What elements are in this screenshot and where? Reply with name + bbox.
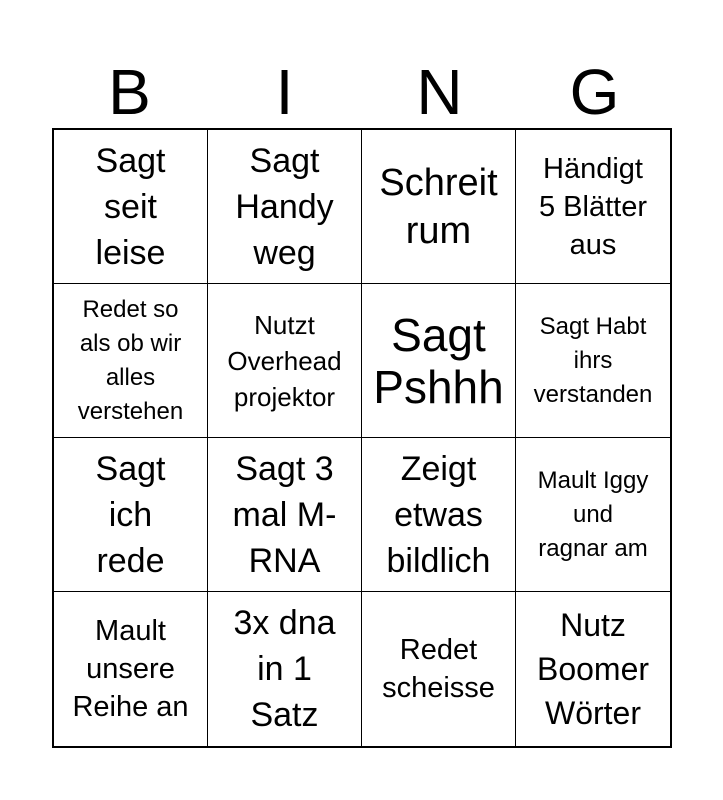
bingo-cell-line: mal M- bbox=[232, 495, 337, 534]
header-letter-i: I bbox=[275, 56, 294, 128]
bingo-cell-line: Boomer bbox=[536, 651, 650, 687]
bingo-cell-text bbox=[233, 446, 337, 584]
bingo-cell[interactable] bbox=[208, 284, 362, 438]
bingo-cell-line: rum bbox=[405, 209, 472, 252]
bingo-cell-line: verstehen bbox=[77, 397, 184, 425]
bingo-cell-line: als ob wir bbox=[79, 329, 182, 357]
bingo-cell[interactable] bbox=[208, 592, 362, 746]
bingo-cell-line: seit bbox=[104, 187, 157, 226]
bingo-cell-line: Redet bbox=[399, 634, 478, 666]
bingo-cell[interactable] bbox=[516, 592, 670, 746]
bingo-cell-text bbox=[373, 309, 503, 413]
bingo-cell-line: rede bbox=[96, 541, 165, 580]
bingo-cell-line: Sagt bbox=[95, 141, 166, 180]
bingo-cell-line: Zeigt bbox=[400, 449, 477, 488]
bingo-cell-line: Nutz bbox=[560, 607, 626, 643]
bingo-cell-text bbox=[387, 446, 491, 584]
bingo-cell-line: bildlich bbox=[386, 541, 491, 580]
bingo-cell-line: Sagt 3 bbox=[235, 449, 334, 488]
bingo-cell-line: Händigt bbox=[543, 152, 643, 185]
bingo-cell-text bbox=[539, 150, 647, 264]
bingo-cell-line: Nutzt bbox=[254, 309, 315, 340]
bingo-cell-text bbox=[78, 293, 183, 429]
bingo-cell-text bbox=[537, 603, 649, 735]
bingo-cell[interactable] bbox=[54, 592, 208, 746]
bingo-cell-text bbox=[227, 307, 341, 415]
bingo-cell-line: in 1 bbox=[257, 650, 312, 688]
bingo-cell[interactable] bbox=[362, 284, 516, 438]
bingo-cell-text bbox=[72, 612, 188, 726]
bingo-cell-line: 5 Blätter bbox=[539, 190, 647, 223]
bingo-cell-line: Overhead bbox=[227, 345, 342, 376]
bingo-cell-line: RNA bbox=[248, 541, 321, 580]
bingo-cell-line: projektor bbox=[233, 381, 336, 412]
bingo-cell-line: Mault Iggy bbox=[537, 466, 649, 494]
bingo-cell-line: Sagt bbox=[95, 449, 166, 488]
bingo-cell-text bbox=[96, 446, 166, 584]
bingo-cell-line: ich bbox=[108, 495, 153, 534]
bingo-cell[interactable] bbox=[516, 130, 670, 284]
bingo-cell-text bbox=[534, 310, 653, 412]
bingo-cell-line: Sagt Habt bbox=[539, 312, 647, 340]
bingo-cell-line: Reihe an bbox=[72, 691, 189, 723]
bingo-cell-text bbox=[538, 464, 649, 566]
bingo-cell-text bbox=[379, 159, 497, 255]
bingo-cell[interactable] bbox=[516, 438, 670, 592]
bingo-cell-line: aus bbox=[569, 228, 617, 261]
bingo-cell[interactable] bbox=[54, 284, 208, 438]
bingo-cell[interactable] bbox=[362, 438, 516, 592]
bingo-cell-line: Sagt bbox=[249, 141, 320, 180]
header-letter-g: G bbox=[569, 56, 620, 128]
bingo-cell[interactable] bbox=[516, 284, 670, 438]
bingo-cell-line: unsere bbox=[86, 653, 175, 685]
bingo-cell-line: scheisse bbox=[382, 672, 495, 704]
bingo-cell-line: weg bbox=[253, 233, 316, 272]
bingo-cell[interactable] bbox=[362, 592, 516, 746]
bingo-cell-line: 3x dna bbox=[233, 604, 336, 642]
bingo-cell-line: ihrs bbox=[573, 346, 613, 374]
bingo-cell-line: und bbox=[572, 500, 614, 528]
bingo-cell[interactable] bbox=[54, 438, 208, 592]
bingo-cell-line: Satz bbox=[250, 696, 319, 734]
bingo-cell-line: Handy bbox=[235, 187, 334, 226]
bingo-cell-line: ragnar am bbox=[538, 534, 648, 562]
bingo-cell-line: Pshhh bbox=[373, 360, 504, 413]
header-letter-b: B bbox=[108, 56, 151, 128]
bingo-cell-text bbox=[233, 600, 335, 738]
bingo-cell-line: Redet so bbox=[82, 295, 179, 323]
bingo-cell[interactable] bbox=[362, 130, 516, 284]
bingo-cell[interactable] bbox=[208, 438, 362, 592]
bingo-cell-line: Schreit bbox=[379, 161, 498, 204]
bingo-cell-text bbox=[96, 138, 166, 276]
bingo-cell-line: etwas bbox=[394, 495, 483, 534]
bingo-cell[interactable] bbox=[54, 130, 208, 284]
bingo-cell-line: Wörter bbox=[544, 695, 641, 731]
bingo-board bbox=[52, 128, 672, 748]
header-letter-n: N bbox=[416, 56, 463, 128]
bingo-cell-text bbox=[235, 138, 333, 276]
bingo-header bbox=[52, 58, 672, 126]
bingo-cell-line: leise bbox=[95, 233, 166, 272]
bingo-cell[interactable] bbox=[208, 130, 362, 284]
bingo-cell-line: alles bbox=[105, 363, 156, 391]
bingo-cell-line: verstanden bbox=[533, 380, 653, 408]
bingo-cell-line: Sagt bbox=[391, 308, 486, 361]
bingo-cell-text bbox=[382, 631, 495, 707]
bingo-cell-line: Mault bbox=[95, 615, 166, 647]
